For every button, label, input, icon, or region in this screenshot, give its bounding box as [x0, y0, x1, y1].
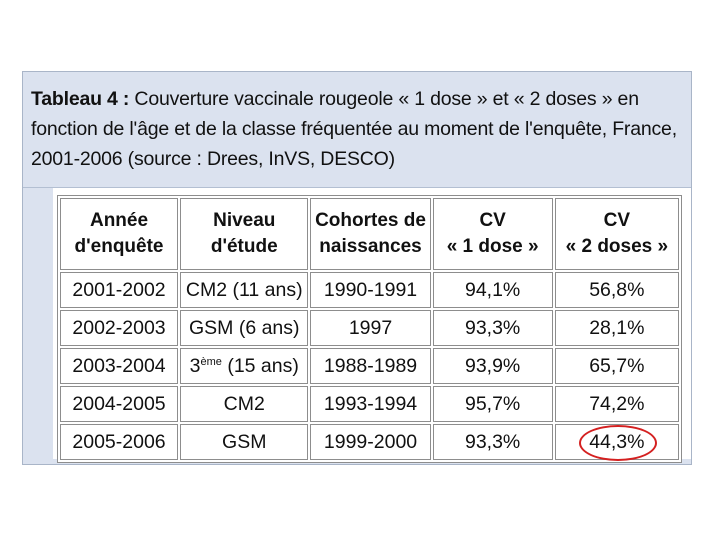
cell-annee: 2005-2006: [60, 424, 178, 460]
cell-cohortes: 1990-1991: [310, 272, 430, 308]
cell-annee: 2001-2002: [60, 272, 178, 308]
cell-cv2: 74,2%: [555, 386, 679, 422]
cell-annee: 2004-2005: [60, 386, 178, 422]
table-row: [60, 272, 679, 308]
vaccination-table: [57, 195, 682, 463]
header-cv-1-dose: CV « 1 dose »: [433, 198, 553, 270]
cell-cv2: 28,1%: [555, 310, 679, 346]
left-band: [23, 188, 53, 464]
cell-niveau: GSM: [180, 424, 308, 460]
niveau-suffix: (15 ans): [221, 354, 299, 377]
cell-cohortes: 1988-1989: [310, 348, 430, 384]
highlight-circle: [579, 425, 657, 461]
cell-cohortes: 1999-2000: [310, 424, 430, 460]
header-cv-2-doses: CV « 2 doses »: [555, 198, 679, 270]
table-row: [60, 386, 679, 422]
cell-cv1: 93,3%: [433, 310, 553, 346]
cell-cv1: 94,1%: [433, 272, 553, 308]
cell-cv1: 93,9%: [433, 348, 553, 384]
niveau-prefix: 3: [189, 354, 201, 377]
cell-cohortes: 1993-1994: [310, 386, 430, 422]
caption-label: Tableau 4 :: [31, 88, 130, 110]
cell-cv1: 93,3%: [433, 424, 553, 460]
cell-annee: 2002-2003: [60, 310, 178, 346]
table-row: [60, 348, 679, 384]
caption-text: Couverture vaccinale rougeole « 1 dose » et « 2 doses » en fonction de l'âge et de la classe fréquentée au moment de l'enquête, France, 2001-2006 (source : Drees, InVS, DESCO): [31, 88, 677, 170]
header-cohortes: Cohortes de naissances: [310, 198, 430, 270]
cell-cohortes: 1997: [310, 310, 430, 346]
niveau-superscript: ème: [200, 355, 222, 368]
table-panel: [22, 71, 692, 465]
cell-cv2: 65,7%: [555, 348, 679, 384]
cell-niveau: [180, 348, 308, 384]
highlighted-value-text: 44,3%: [589, 430, 645, 453]
cell-niveau: GSM (6 ans): [180, 310, 308, 346]
cell-cv2: [555, 424, 679, 460]
header-row: [60, 198, 679, 270]
cell-cv1: 95,7%: [433, 386, 553, 422]
table-caption: [23, 72, 691, 188]
cell-niveau: CM2 (11 ans): [180, 272, 308, 308]
cell-niveau: CM2: [180, 386, 308, 422]
header-niveau: Niveau d'étude: [180, 198, 308, 270]
table-row: [60, 424, 679, 460]
header-annee: Année d'enquête: [60, 198, 178, 270]
cell-annee: 2003-2004: [60, 348, 178, 384]
cell-cv2: 56,8%: [555, 272, 679, 308]
table-row: [60, 310, 679, 346]
highlighted-value: [589, 431, 644, 454]
